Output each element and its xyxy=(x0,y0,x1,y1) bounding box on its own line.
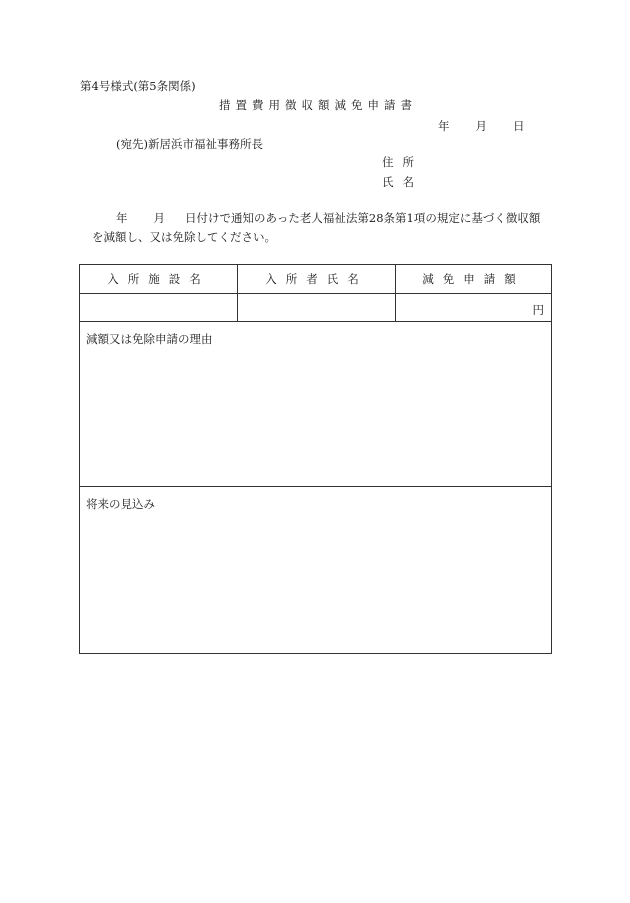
body-year: 年 xyxy=(116,211,128,225)
address-label: 住所 xyxy=(382,155,423,169)
outlook-label: 将来の見込み xyxy=(86,497,155,511)
document-title: 措置費用徴収額減免申請書 xyxy=(219,98,417,112)
header-resident-name: 入所者氏名 xyxy=(238,265,396,293)
name-label: 氏名 xyxy=(382,175,423,189)
addressee: (宛先)新居浜市福祉事務所長 xyxy=(116,137,263,151)
date-line xyxy=(438,121,525,133)
table-value-row xyxy=(80,294,551,322)
outlook-field[interactable] xyxy=(80,487,551,653)
body-text-line-2: を減額し、又は免除してください。 xyxy=(92,230,276,244)
date-year: 年 xyxy=(438,119,450,133)
reason-label: 減額又は免除申請の理由 xyxy=(86,332,213,346)
header-facility-name: 入所施設名 xyxy=(80,265,238,293)
application-form-table xyxy=(79,264,552,654)
reduction-amount-field[interactable] xyxy=(396,294,551,321)
table-header-row xyxy=(80,265,551,294)
facility-name-field[interactable] xyxy=(80,294,238,321)
header-reduction-amount: 減免申請額 xyxy=(422,272,525,286)
reason-field[interactable] xyxy=(80,322,551,487)
body-month: 月 xyxy=(153,211,165,225)
date-month: 月 xyxy=(475,119,487,133)
form-number: 第4号様式(第5条関係) xyxy=(80,79,196,93)
body-text-line-1 xyxy=(116,213,540,225)
resident-name-field[interactable] xyxy=(238,294,396,321)
date-day: 日 xyxy=(513,119,525,133)
body-line1-rest: 日付けで通知のあった老人福祉法第28条第1項の規定に基づく徴収額 xyxy=(185,211,541,225)
yen-unit: 円 xyxy=(532,303,544,317)
